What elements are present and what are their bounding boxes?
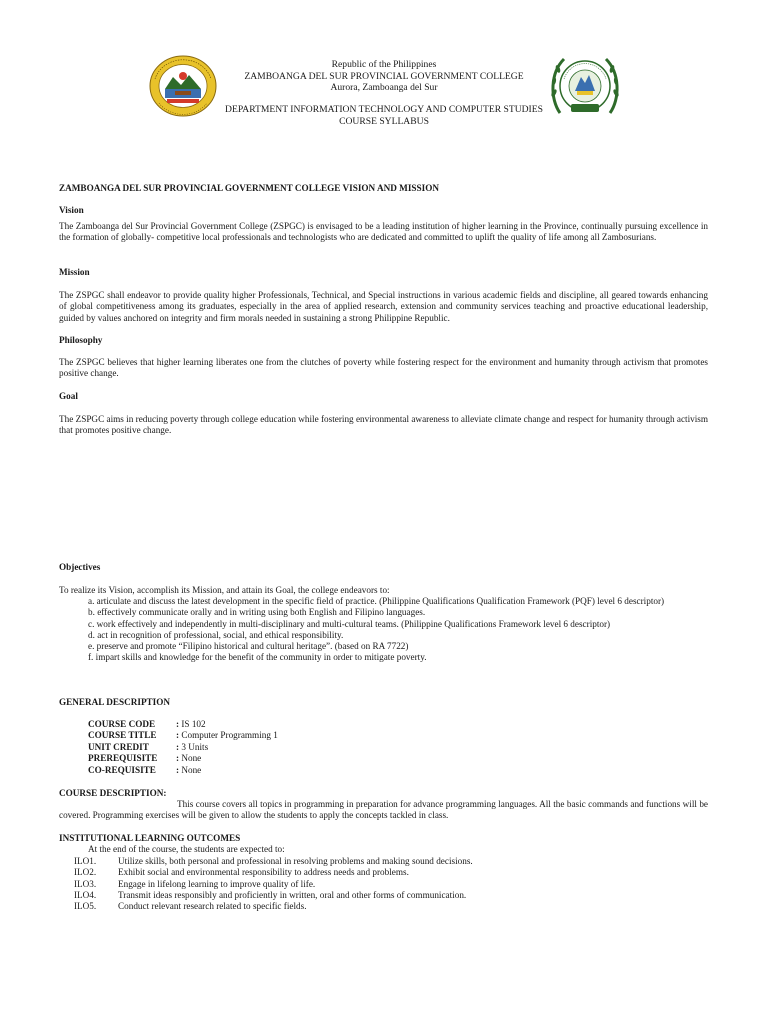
ilo-text: Utilize skills, both personal and professional in resolving problems and making sound decisions.	[118, 856, 473, 866]
course-code-value: IS 102	[181, 719, 206, 729]
prerequisite-label: PREREQUISITE	[88, 753, 158, 764]
table-row	[88, 730, 278, 741]
objectives-heading: Objectives	[59, 562, 101, 572]
course-title-label: COURSE TITLE	[88, 730, 157, 741]
ilo-heading: INSTITUTIONAL LEARNING OUTCOMES	[59, 833, 241, 843]
list-item: c. work effectively and independently in multi-disciplinary and multi-cultural teams. (Philippine Qualifications Framework level 6 descriptor)	[88, 618, 611, 629]
philosophy-heading: Philosophy	[59, 335, 103, 345]
list-item	[59, 901, 708, 912]
corequisite-value: None	[181, 764, 202, 775]
ilo-code: ILO4.	[74, 889, 97, 900]
goal-text: The ZSPGC aims in reducing poverty through college education while fostering environmental awareness to alleviate climate change and respect for humanity through activism that promotes positive change.	[59, 414, 708, 436]
list-item	[59, 867, 708, 878]
ilo-text: Transmit ideas responsibly and proficiently in written, oral and other forms of communication.	[118, 889, 467, 900]
list-item: e. preserve and promote “Filipino historical and cultural heritage”. (based on RA 7722)	[88, 641, 409, 652]
course-title-value: Computer Programming 1	[181, 730, 278, 741]
goal-heading: Goal	[59, 391, 78, 401]
philosophy-text: The ZSPGC believes that higher learning liberates one from the clutches of poverty while fostering respect for the environment and humanity through activism that promotes positive change.	[59, 357, 708, 379]
ilo-list	[59, 856, 708, 912]
mission-text: The ZSPGC shall endeavor to provide quality higher Professionals, Technical, and Special instructions in various academic fields and discipline, all geared towards enhancing of global competitiveness among its graduates, especially in the area of applied research, extension and community services teaching and proactive educational leadership, guided by values anchored on integrity and firm morals needed in sustaining a strong Philippine Republic.	[59, 290, 708, 323]
separator: :	[176, 741, 180, 752]
college-address: Aurora, Zamboanga del Sur	[330, 82, 438, 93]
course-description-heading: COURSE DESCRIPTION:	[59, 788, 167, 798]
course-description-text: This course covers all topics in programming in preparation for advance programming languages. All the basic commands and functions will be covered. Programming exercises will be given to allow the students to apply the concepts tackled in class.	[59, 799, 708, 821]
ilo-text: Conduct relevant research related to specific fields.	[118, 901, 307, 912]
document-type: COURSE SYLLABUS	[339, 115, 429, 127]
ilo-code: ILO3.	[74, 878, 97, 889]
general-description-heading: GENERAL DESCRIPTION	[59, 697, 171, 707]
vision-text: The Zamboanga del Sur Provincial Government College (ZSPGC) is envisaged to be a leading institution of higher learning in the Province, continually pursuing excellence in the formation of globally- competitive local professionals and technologists who are dedicated and committed to uplift the quality of life among all Zambosurians.	[59, 221, 708, 243]
course-info-table	[88, 719, 278, 776]
ilo-text: Exhibit social and environmental responsibility to address needs and problems.	[118, 867, 409, 878]
table-row	[88, 719, 278, 730]
corequisite-label: CO-REQUISITE	[88, 764, 156, 775]
list-item: a. articulate and discuss the latest development in the specific field of practice. (Philippine Qualifications Qualification Framework (PQF) level 6 descriptor)	[88, 596, 665, 606]
table-row	[88, 753, 278, 764]
table-row	[88, 765, 278, 776]
objectives-list	[59, 596, 708, 664]
unit-credit-value: 3 Units	[181, 741, 209, 752]
ilo-code: ILO5.	[74, 901, 97, 912]
separator: :	[176, 764, 180, 775]
separator: :	[176, 719, 180, 729]
department-header	[200, 104, 568, 127]
list-item: b. effectively communicate orally and in writing using both English and Filipino languages.	[88, 607, 426, 618]
ilo-code: ILO2.	[74, 867, 97, 878]
list-item	[59, 890, 708, 901]
table-row	[88, 742, 278, 753]
list-item: f. impart skills and knowledge for the benefit of the community in order to mitigate poverty.	[88, 652, 427, 663]
mission-heading: Mission	[59, 267, 90, 277]
prerequisite-value: None	[181, 753, 202, 764]
separator: :	[176, 730, 180, 741]
ilo-text: Engage in lifelong learning to improve quality of life.	[118, 878, 316, 889]
college-name: ZAMBOANGA DEL SUR PROVINCIAL GOVERNMENT COLLEGE	[244, 70, 524, 82]
list-item: d. act in recognition of professional, social, and ethical responsibility.	[88, 629, 344, 640]
republic-line: Republic of the Philippines	[331, 59, 437, 70]
objectives-intro: To realize its Vision, accomplish its Mission, and attain its Goal, the college endeavors to:	[59, 585, 390, 595]
ilo-code: ILO1.	[74, 856, 97, 866]
unit-credit-label: UNIT CREDIT	[88, 741, 149, 752]
list-item	[59, 856, 708, 867]
separator: :	[176, 753, 180, 764]
course-code-label: COURSE CODE	[88, 719, 156, 729]
vision-heading: Vision	[59, 205, 84, 215]
department-name: DEPARTMENT INFORMATION TECHNOLOGY AND COMPUTER STUDIES	[225, 104, 543, 115]
ilo-intro: At the end of the course, the students are expected to:	[88, 844, 285, 854]
list-item	[59, 879, 708, 890]
institution-header	[200, 59, 568, 94]
vision-mission-title: ZAMBOANGA DEL SUR PROVINCIAL GOVERNMENT COLLEGE VISION AND MISSION	[59, 183, 439, 193]
